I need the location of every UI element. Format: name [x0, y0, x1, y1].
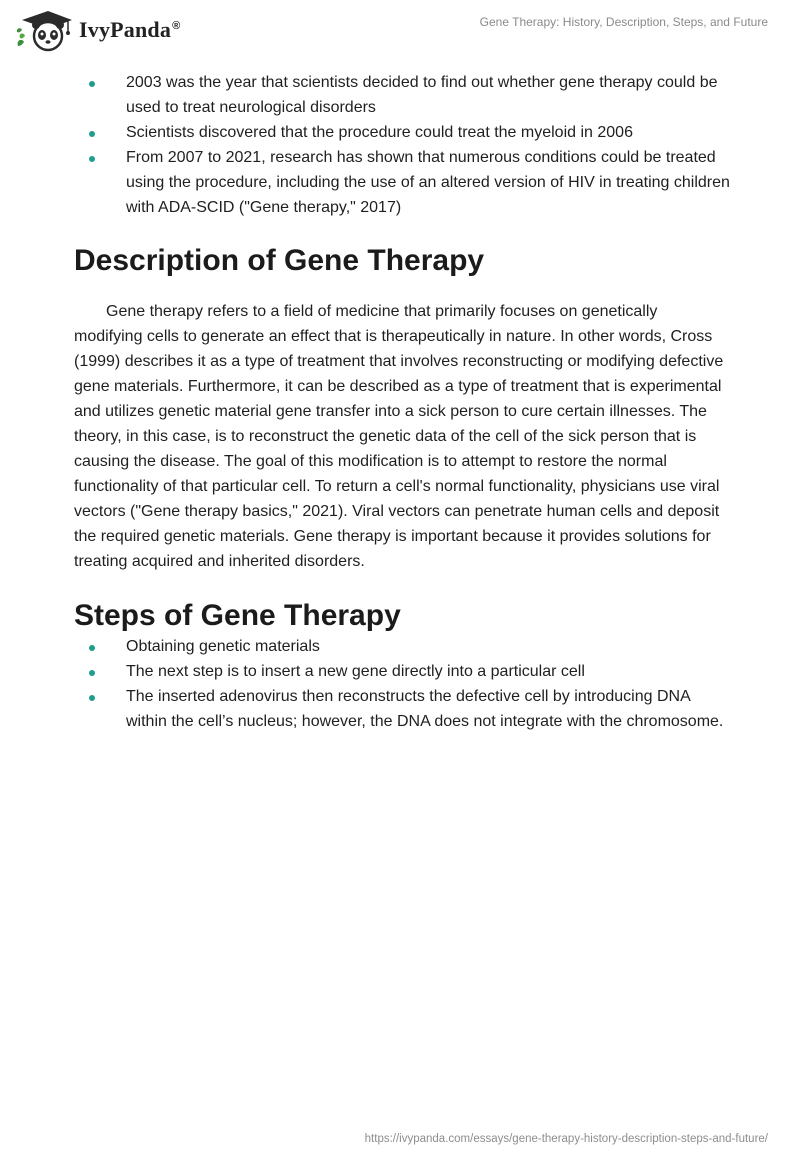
source-url-link[interactable]: https://ivypanda.com/essays/gene-therapy-history-description-steps-and-future/	[364, 1133, 768, 1145]
ivypanda-logo[interactable]	[14, 8, 180, 52]
logo-wordmark: IvyPanda®	[79, 17, 181, 42]
history-bullet-list	[74, 70, 734, 220]
description-paragraph: Gene therapy refers to a field of medicine that primarily focuses on genetically modifying cells to generate an effect that is therapeutically in nature. In other words, Cross (1999) describes it as a type of treatment that involves reconstructing or modifying defective gene materials. Furthermore, it can be described as a type of treatment that is experimental and utilizes genetic material gene transfer into a sick person to cure certain illnesses. The theory, in this case, is to reconstruct the genetic data of the cell of the sick person that is causing the disease. The goal of this modification is to attempt to restore the normal functionality of that particular cell. To return a cell's normal functionality, physicians use viral vectors ("Gene therapy basics," 2021). Viral vectors can penetrate human cells and deposit the required genetic materials. Gene therapy is important because it provides solutions for treating acquired and inherited disorders.	[74, 303, 724, 570]
list-item: Scientists discovered that the procedure could treat the myeloid in 2006	[74, 120, 734, 145]
section-heading-steps: Steps of Gene Therapy	[74, 599, 401, 632]
bullet-dot-icon	[89, 670, 95, 676]
list-item: Obtaining genetic materials	[74, 634, 734, 659]
list-item: The next step is to insert a new gene directly into a particular cell	[74, 659, 734, 684]
section-heading-description: Description of Gene Therapy	[74, 244, 485, 277]
bullet-dot-icon	[89, 131, 95, 137]
essay-content	[74, 70, 734, 734]
list-item: From 2007 to 2021, research has shown that numerous conditions could be treated using the procedure, including the use of an altered version of HIV in treating children with ADA-SCID ("Gene therapy," 2017)	[74, 145, 734, 220]
panda-graduation-cap-icon	[14, 8, 74, 52]
bullet-dot-icon	[89, 695, 95, 701]
steps-bullet-list	[74, 634, 734, 734]
list-item: 2003 was the year that scientists decided to find out whether gene therapy could be used to treat neurological disorders	[74, 70, 734, 120]
list-item: The inserted adenovirus then reconstructs the defective cell by introducing DNA within the cell’s nucleus; however, the DNA does not integrate with the chromosome.	[74, 684, 734, 734]
document-title: Gene Therapy: History, Description, Steps, and Future	[479, 15, 768, 29]
bullet-dot-icon	[89, 645, 95, 651]
page-header	[0, 0, 800, 62]
bullet-dot-icon	[89, 81, 95, 87]
bullet-dot-icon	[89, 156, 95, 162]
